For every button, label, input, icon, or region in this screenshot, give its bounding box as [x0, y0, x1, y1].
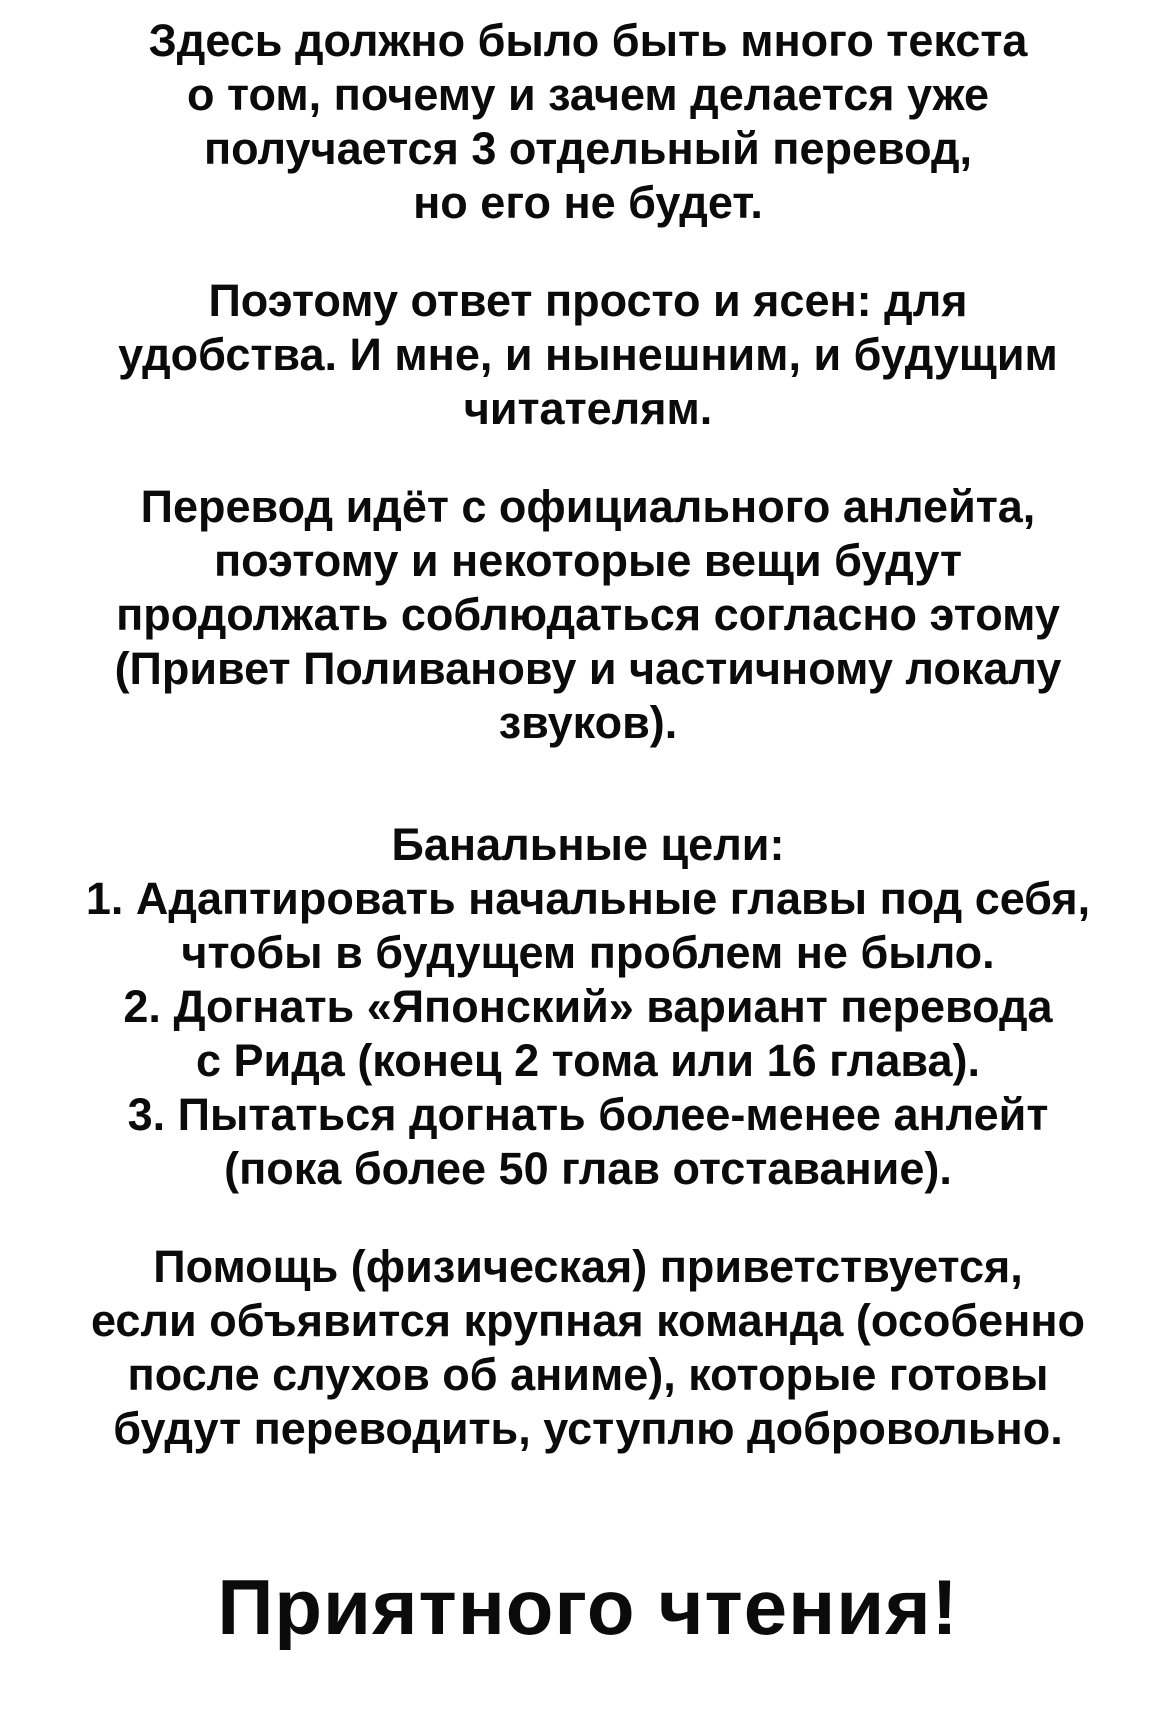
text-line: Здесь должно было быть много текста: [148, 15, 1028, 66]
paragraph-goals: [0, 818, 1176, 1196]
text-line: получается 3 отдельный перевод,: [203, 123, 973, 174]
paragraph-help: [0, 1240, 1176, 1456]
text-line: читателям.: [463, 383, 713, 434]
text-line: продолжать соблюдаться согласно этому: [116, 589, 1060, 640]
text-line: Поэтому ответ просто и ясен: для: [208, 275, 968, 326]
text-line: удобства. И мне, и нынешним, и будущим: [118, 329, 1058, 380]
text-line: после слухов об аниме), которые готовы: [127, 1349, 1049, 1400]
text-line: о том, почему и зачем делается уже: [187, 69, 989, 120]
goal-item-line: 1. Адаптировать начальные главы под себя,: [85, 873, 1091, 924]
closing-heading: Приятного чтения!: [217, 1563, 959, 1651]
paragraph-translation-source: [0, 480, 1176, 750]
text-line: если объявится крупная команда (особенно: [91, 1295, 1085, 1346]
paragraph-answer: [0, 274, 1176, 436]
goals-header: Банальные цели:: [391, 819, 785, 870]
text-line: будут переводить, уступлю добровольно.: [113, 1403, 1063, 1454]
text-line: поэтому и некоторые вещи будут: [213, 535, 962, 586]
goal-item-line: с Рида (конец 2 тома или 16 глава).: [196, 1035, 980, 1086]
text-line: Помощь (физическая) приветствуется,: [153, 1241, 1023, 1292]
goal-item-line: 2. Догнать «Японский» вариант перевода: [123, 981, 1053, 1032]
paragraph-intro: [0, 14, 1176, 230]
text-line: Перевод идёт с официального анлейта,: [140, 481, 1036, 532]
text-line: (Привет Поливанову и частичному локалу: [114, 643, 1062, 694]
goal-item-line: 3. Пытаться догнать более-менее анлейт: [127, 1089, 1049, 1140]
goal-item-line: чтобы в будущем проблем не было.: [181, 927, 995, 978]
text-line: но его не будет.: [413, 177, 763, 228]
text-line: звуков).: [498, 697, 678, 748]
goal-item-line: (пока более 50 глав отставание).: [224, 1143, 952, 1194]
